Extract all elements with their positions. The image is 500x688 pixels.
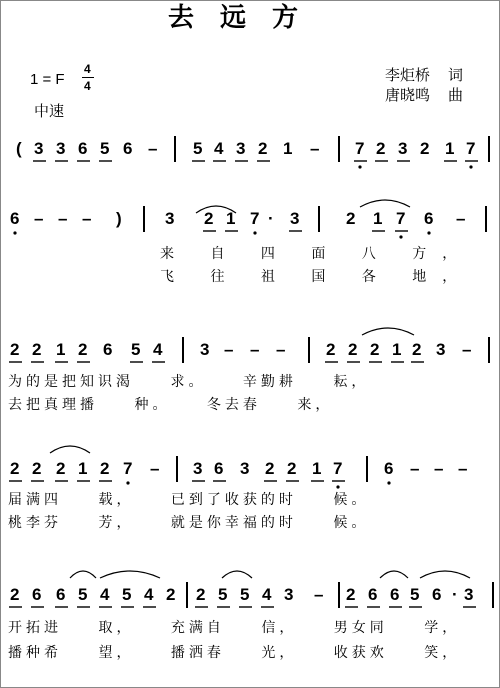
- slur-arc: [380, 571, 408, 578]
- slur-arc: [362, 328, 414, 335]
- note-digit: 1: [373, 209, 383, 228]
- slur-arc: [420, 571, 470, 578]
- note-digit: 2: [346, 209, 356, 228]
- note-digit: 6: [123, 139, 133, 158]
- note-digit: 6: [424, 209, 434, 228]
- note-digit: 2: [32, 340, 42, 359]
- composer-name: 唐晓鸣: [385, 86, 431, 104]
- lyric-line: 为的是把知识渴 求。 辛勤耕 耘，: [8, 374, 370, 390]
- note-digit: 7: [396, 209, 406, 228]
- note-digit: 3: [236, 139, 246, 158]
- note-digit: 5: [78, 585, 88, 604]
- dash-hold: –: [250, 340, 260, 359]
- note-digit: 4: [262, 585, 272, 604]
- note-digit: 6: [390, 585, 400, 604]
- note-digit: 1: [312, 459, 322, 478]
- note-digit: 1: [283, 139, 293, 158]
- composer-role: 曲: [448, 86, 464, 104]
- low-octave-dot: [427, 231, 430, 234]
- dash-hold: –: [410, 459, 420, 478]
- key-signature: 1 = F: [30, 71, 65, 88]
- dash-hold: –: [224, 340, 234, 359]
- note-digit: 2: [100, 459, 110, 478]
- lyric-line: 来 自 四 面 八 方，: [160, 246, 473, 262]
- note-digit: 2: [346, 585, 356, 604]
- note-digit: 1: [78, 459, 88, 478]
- note-digit: 3: [284, 585, 294, 604]
- low-octave-dot: [126, 481, 129, 484]
- note-digit: 2: [370, 340, 380, 359]
- dash-hold: –: [458, 459, 468, 478]
- tempo-marking: 中速: [34, 102, 65, 120]
- note-digit: 3: [56, 139, 66, 158]
- lyric-line: 届满四 载， 已到了收获的时 候。: [8, 492, 370, 508]
- note-digit: 2: [10, 585, 20, 604]
- note-digit: 7: [466, 139, 476, 158]
- dash-hold: –: [34, 209, 44, 228]
- note-digit: 2: [412, 340, 422, 359]
- low-octave-dot: [253, 231, 256, 234]
- note-digit: 5: [410, 585, 420, 604]
- note-digit: 6: [368, 585, 378, 604]
- note-digit: 5: [193, 139, 203, 158]
- dash-hold: –: [462, 340, 472, 359]
- note-digit: 2: [78, 340, 88, 359]
- note-digit: 3: [290, 209, 300, 228]
- note-digit: 6: [78, 139, 88, 158]
- note-digit: 3: [464, 585, 474, 604]
- note-digit: 2: [56, 459, 66, 478]
- page-border: [1, 1, 500, 688]
- low-octave-dot: [387, 481, 390, 484]
- lyric-line: 飞 往 祖 国 各 地，: [160, 269, 473, 285]
- note-digit: 6: [56, 585, 66, 604]
- note-digit: 6: [103, 340, 113, 359]
- note-digit: 6: [384, 459, 394, 478]
- lyric-line: 去把真理播 种。 冬去春 来，: [8, 397, 334, 413]
- note-digit: 2: [287, 459, 297, 478]
- note-digit: 2: [376, 139, 386, 158]
- dash-hold: –: [148, 139, 158, 158]
- note-digit: 5: [131, 340, 141, 359]
- note-digit: 2: [348, 340, 358, 359]
- note-digit: 3: [398, 139, 408, 158]
- note-digit: 6: [214, 459, 224, 478]
- note-digit: 7: [333, 459, 343, 478]
- note-digit: 2: [204, 209, 214, 228]
- low-octave-dot: [13, 231, 16, 234]
- note-digit: 5: [218, 585, 228, 604]
- slur-arc: [196, 206, 236, 213]
- slur-arc: [222, 571, 252, 578]
- note-digit: ·: [452, 585, 458, 604]
- note-digit: 1: [56, 340, 66, 359]
- slur-arc: [50, 446, 90, 453]
- note-digit: 2: [258, 139, 268, 158]
- note-digit: 7: [250, 209, 260, 228]
- time-signature-top: 4: [84, 62, 91, 76]
- song-title: 去远方: [168, 3, 325, 33]
- note-digit: 3: [240, 459, 250, 478]
- lyricist-name: 李炬桥: [385, 66, 431, 84]
- note-digit: 2: [166, 585, 176, 604]
- note-digit: 4: [153, 340, 163, 359]
- note-digit: 4: [100, 585, 110, 604]
- low-octave-dot: [469, 165, 472, 168]
- lyric-line: 开拓进 取， 充满自 信， 男女同 学，: [8, 620, 461, 636]
- dash-hold: –: [276, 340, 286, 359]
- slur-arc: [70, 571, 96, 578]
- note-digit: 5: [122, 585, 132, 604]
- dash-hold: –: [314, 585, 324, 604]
- note-digit: 2: [420, 139, 430, 158]
- dash-hold: –: [434, 459, 444, 478]
- dash-hold: –: [310, 139, 320, 158]
- lyricist-role: 词: [448, 66, 464, 84]
- note-digit: 4: [214, 139, 224, 158]
- note-digit: 7: [355, 139, 365, 158]
- note-digit: 3: [436, 340, 446, 359]
- low-octave-dot: [358, 165, 361, 168]
- bracket: ): [116, 209, 122, 228]
- note-digit: 3: [165, 209, 175, 228]
- dash-hold: –: [150, 459, 160, 478]
- note-digit: 6: [432, 585, 442, 604]
- note-digit: 5: [240, 585, 250, 604]
- slur-arc: [100, 571, 160, 578]
- note-digit: 2: [196, 585, 206, 604]
- bracket: (: [16, 139, 22, 158]
- note-digit: 2: [326, 340, 336, 359]
- note-digit: 1: [226, 209, 236, 228]
- low-octave-dot: [399, 235, 402, 238]
- dash-hold: –: [58, 209, 68, 228]
- lyric-line: 桃李芬 芳， 就是你幸福的时 候。: [8, 515, 370, 531]
- note-digit: 1: [392, 340, 402, 359]
- note-digit: 6: [10, 209, 20, 228]
- dash-hold: –: [82, 209, 92, 228]
- slur-arc: [360, 200, 410, 207]
- note-digit: 2: [32, 459, 42, 478]
- note-digit: 6: [32, 585, 42, 604]
- note-digit: 5: [100, 139, 110, 158]
- note-digit: 1: [445, 139, 455, 158]
- low-octave-dot: [336, 485, 339, 488]
- note-digit: ·: [268, 209, 274, 228]
- note-digit: 2: [265, 459, 275, 478]
- note-digit: 2: [10, 340, 20, 359]
- note-digit: 2: [10, 459, 20, 478]
- dash-hold: –: [456, 209, 466, 228]
- note-digit: 4: [144, 585, 154, 604]
- note-digit: 3: [34, 139, 44, 158]
- lyric-line: 播种希 望， 播洒春 光， 收获欢 笑，: [8, 645, 461, 661]
- time-signature-bottom: 4: [84, 79, 91, 93]
- note-digit: 3: [200, 340, 210, 359]
- note-digit: 7: [123, 459, 133, 478]
- note-digit: 3: [193, 459, 203, 478]
